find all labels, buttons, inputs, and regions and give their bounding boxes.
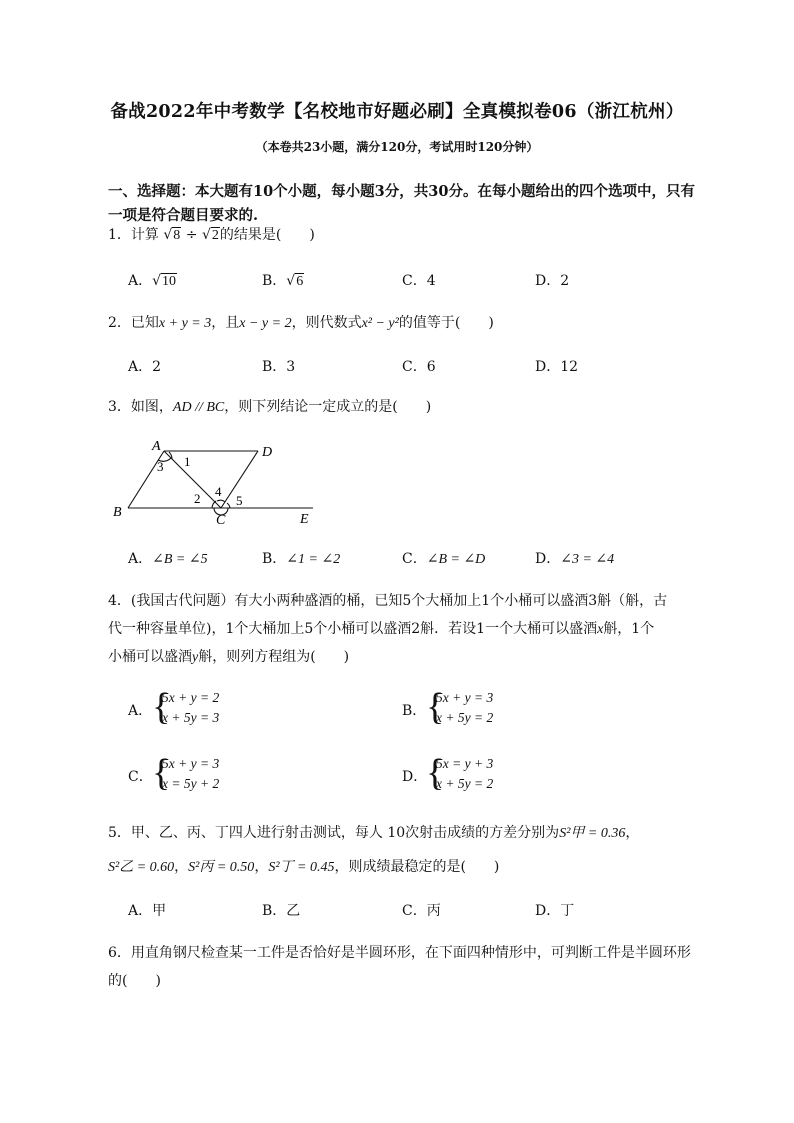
parallelogram-figure bbox=[108, 436, 328, 528]
sqrt-icon: √ bbox=[152, 273, 162, 289]
q4-option-b-label[interactable]: B． bbox=[402, 703, 427, 719]
q1-option-b[interactable]: B．√6 bbox=[262, 273, 304, 289]
brace-icon: { bbox=[426, 686, 445, 728]
page-subtitle: （本卷共23小题，满分120分，考试用时120分钟） bbox=[255, 140, 539, 154]
brace-icon: { bbox=[152, 686, 171, 728]
q4-option-d-label[interactable]: D． bbox=[402, 769, 428, 785]
q5-option-b[interactable]: B．乙 bbox=[262, 903, 301, 919]
q3-option-d[interactable]: D．∠3 = ∠4 bbox=[535, 551, 615, 567]
q4-option-c-label[interactable]: C． bbox=[128, 769, 153, 785]
q4-option-a-label[interactable]: A． bbox=[128, 703, 153, 719]
label-E: E bbox=[300, 512, 309, 527]
angle-label-5: 5 bbox=[236, 493, 243, 508]
sqrt-icon: √ bbox=[163, 227, 173, 243]
q2-option-d[interactable]: D．12 bbox=[535, 359, 579, 375]
q2-option-a[interactable]: A．2 bbox=[128, 359, 162, 375]
sqrt-icon: √ bbox=[201, 227, 211, 243]
label-B: B bbox=[113, 505, 122, 520]
angle-label-3: 3 bbox=[157, 459, 164, 474]
question-5-line-2: S²乙 = 0.60，S²丙 = 0.50，S²丁 = 0.45，则成绩最稳定的是( ) bbox=[108, 859, 500, 875]
brace-icon: { bbox=[152, 752, 171, 794]
label-D: D bbox=[262, 445, 273, 460]
sqrt-icon: √ bbox=[286, 273, 296, 289]
q3-option-b[interactable]: B．∠1 = ∠2 bbox=[262, 551, 341, 567]
question-1-stem: 1．计算 √8 ÷ √2的结果是( ) bbox=[108, 227, 315, 243]
q1-option-a[interactable]: A．√10 bbox=[128, 273, 177, 289]
question-6-line-1: 6．用直角钢尺检查某一工件是否恰好是半圆环形，在下面四种情形中，可判断工件是半圆环形 bbox=[108, 945, 691, 961]
question-3-stem: 3．如图，AD // BC，则下列结论一定成立的是( ) bbox=[108, 399, 432, 415]
label-C: C bbox=[216, 513, 226, 528]
q3-option-c[interactable]: C．∠B = ∠D bbox=[402, 551, 486, 567]
q3-option-a[interactable]: A．∠B = ∠5 bbox=[128, 551, 208, 567]
page-title: 备战2022年中考数学【名校地市好题必刷】全真模拟卷06（浙江杭州） bbox=[110, 102, 684, 122]
label-A: A bbox=[152, 439, 161, 454]
q5-option-a[interactable]: A．甲 bbox=[128, 903, 167, 919]
q1-option-c[interactable]: C．4 bbox=[402, 273, 436, 289]
q2-option-b[interactable]: B．3 bbox=[262, 359, 296, 375]
q1-option-d[interactable]: D．2 bbox=[535, 273, 570, 289]
q5-option-c[interactable]: C．丙 bbox=[402, 903, 441, 919]
angle-label-1: 1 bbox=[184, 454, 191, 469]
section-heading: 一、选择题：本大题有10个小题，每小题3分，共30分。在每小题给出的四个选项中，只有一项是符合题目要求的. bbox=[108, 183, 695, 224]
brace-icon: { bbox=[426, 752, 445, 794]
question-4-line-2: 代一种容量单位)，1个大桶加上5个小桶可以盛酒2斛．若设1一个大桶可以盛酒x斛，1个 bbox=[108, 621, 655, 637]
q2-option-c[interactable]: C．6 bbox=[402, 359, 436, 375]
question-4-line-1: 4．(我国古代问题）有大小两种盛酒的桶，已知5个大桶加上1个小桶可以盛酒3斛（斛，古 bbox=[108, 593, 668, 609]
question-5-line-1: 5．甲、乙、丙、丁四人进行射击测试，每人 10次射击成绩的方差分别为S²甲 = 0.36， bbox=[108, 825, 640, 841]
angle-label-2: 2 bbox=[194, 491, 201, 506]
angle-label-4: 4 bbox=[215, 484, 222, 499]
q5-option-d[interactable]: D．丁 bbox=[535, 903, 575, 919]
question-4-line-3: 小桶可以盛酒y斛，则列方程组为( ) bbox=[108, 649, 350, 665]
question-2-stem: 2．已知x + y = 3，且x − y = 2，则代数式x² − y²的值等于( ) bbox=[108, 315, 494, 331]
question-6-line-2: 的( ) bbox=[108, 973, 161, 989]
